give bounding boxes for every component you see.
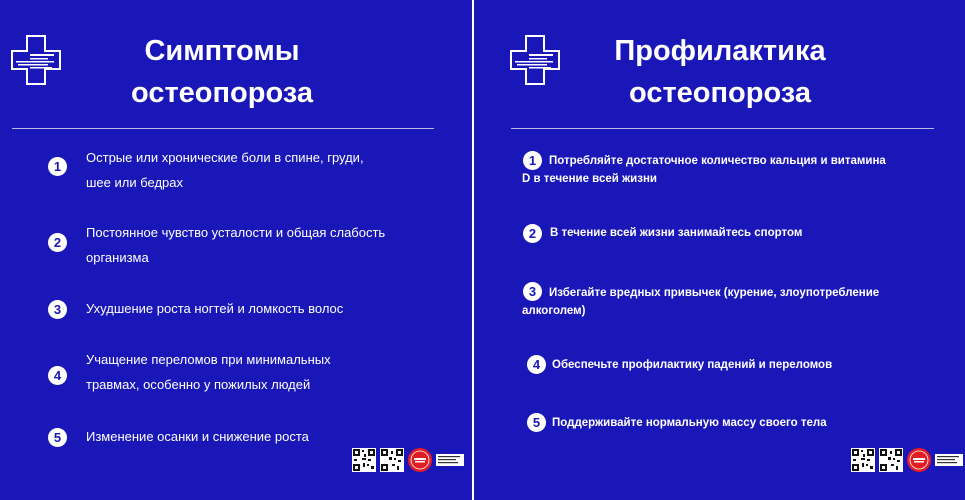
item-text-line: организма [86, 250, 149, 265]
number-badge: 3 [48, 300, 67, 319]
title-line-1: Профилактика [614, 35, 826, 67]
item-text-line: В течение всей жизни занимайтесь спортом [550, 227, 803, 239]
item-text-line: алкоголем) [522, 305, 586, 317]
number-badge: 5 [527, 413, 546, 432]
title-line-2: остеопороза [629, 77, 811, 109]
red-round-badge-icon [408, 448, 432, 472]
footer-badges [352, 448, 464, 472]
item-text-line: Потребляйте достаточное количество кальция и витамина [549, 155, 886, 167]
item-text-line: Острые или хронические боли в спине, груди, [86, 150, 364, 165]
footer-tag-icon [436, 454, 464, 466]
prevention-panel [474, 0, 965, 500]
number-badge: 2 [523, 224, 542, 243]
page-title [62, 30, 382, 114]
footer-badges [851, 448, 963, 472]
title-line-2: остеопороза [131, 77, 313, 109]
number-badge: 3 [523, 282, 542, 301]
item-text-line: Поддерживайте нормальную массу своего тела [552, 417, 827, 429]
item-text-line: травмах, особенно у пожилых людей [86, 377, 311, 392]
title-divider [511, 128, 934, 129]
red-round-badge-icon [907, 448, 931, 472]
number-badge: 2 [48, 233, 67, 252]
item-text-line: Постоянное чувство усталости и общая слабость [86, 225, 386, 240]
number-badge: 1 [523, 151, 542, 170]
medical-cross-logo-icon [509, 34, 561, 86]
qr-code-icon[interactable] [352, 448, 376, 472]
medical-cross-logo-icon [10, 34, 62, 86]
item-text-line: Обеспечьте профилактику падений и переломов [552, 359, 833, 371]
item-text-line: D в течение всей жизни [522, 173, 657, 185]
qr-code-icon[interactable] [851, 448, 875, 472]
qr-code-icon[interactable] [380, 448, 404, 472]
item-text-line: Учащение переломов при минимальных [86, 352, 331, 367]
number-badge: 4 [48, 366, 67, 385]
page-title [560, 30, 880, 114]
item-text-line: шее или бедрах [86, 175, 184, 190]
number-badge: 5 [48, 428, 67, 447]
number-badge: 1 [48, 157, 67, 176]
number-badge: 4 [527, 355, 546, 374]
qr-code-icon[interactable] [879, 448, 903, 472]
title-line-1: Симптомы [144, 35, 300, 67]
symptoms-panel [0, 0, 472, 500]
footer-tag-icon [935, 454, 963, 466]
item-text-line: Избегайте вредных привычек (курение, злоупотребление [549, 287, 880, 299]
item-text-line: Ухудшение роста ногтей и ломкость волос [86, 301, 344, 316]
title-divider [12, 128, 434, 129]
item-text-line: Изменение осанки и снижение роста [86, 429, 309, 444]
